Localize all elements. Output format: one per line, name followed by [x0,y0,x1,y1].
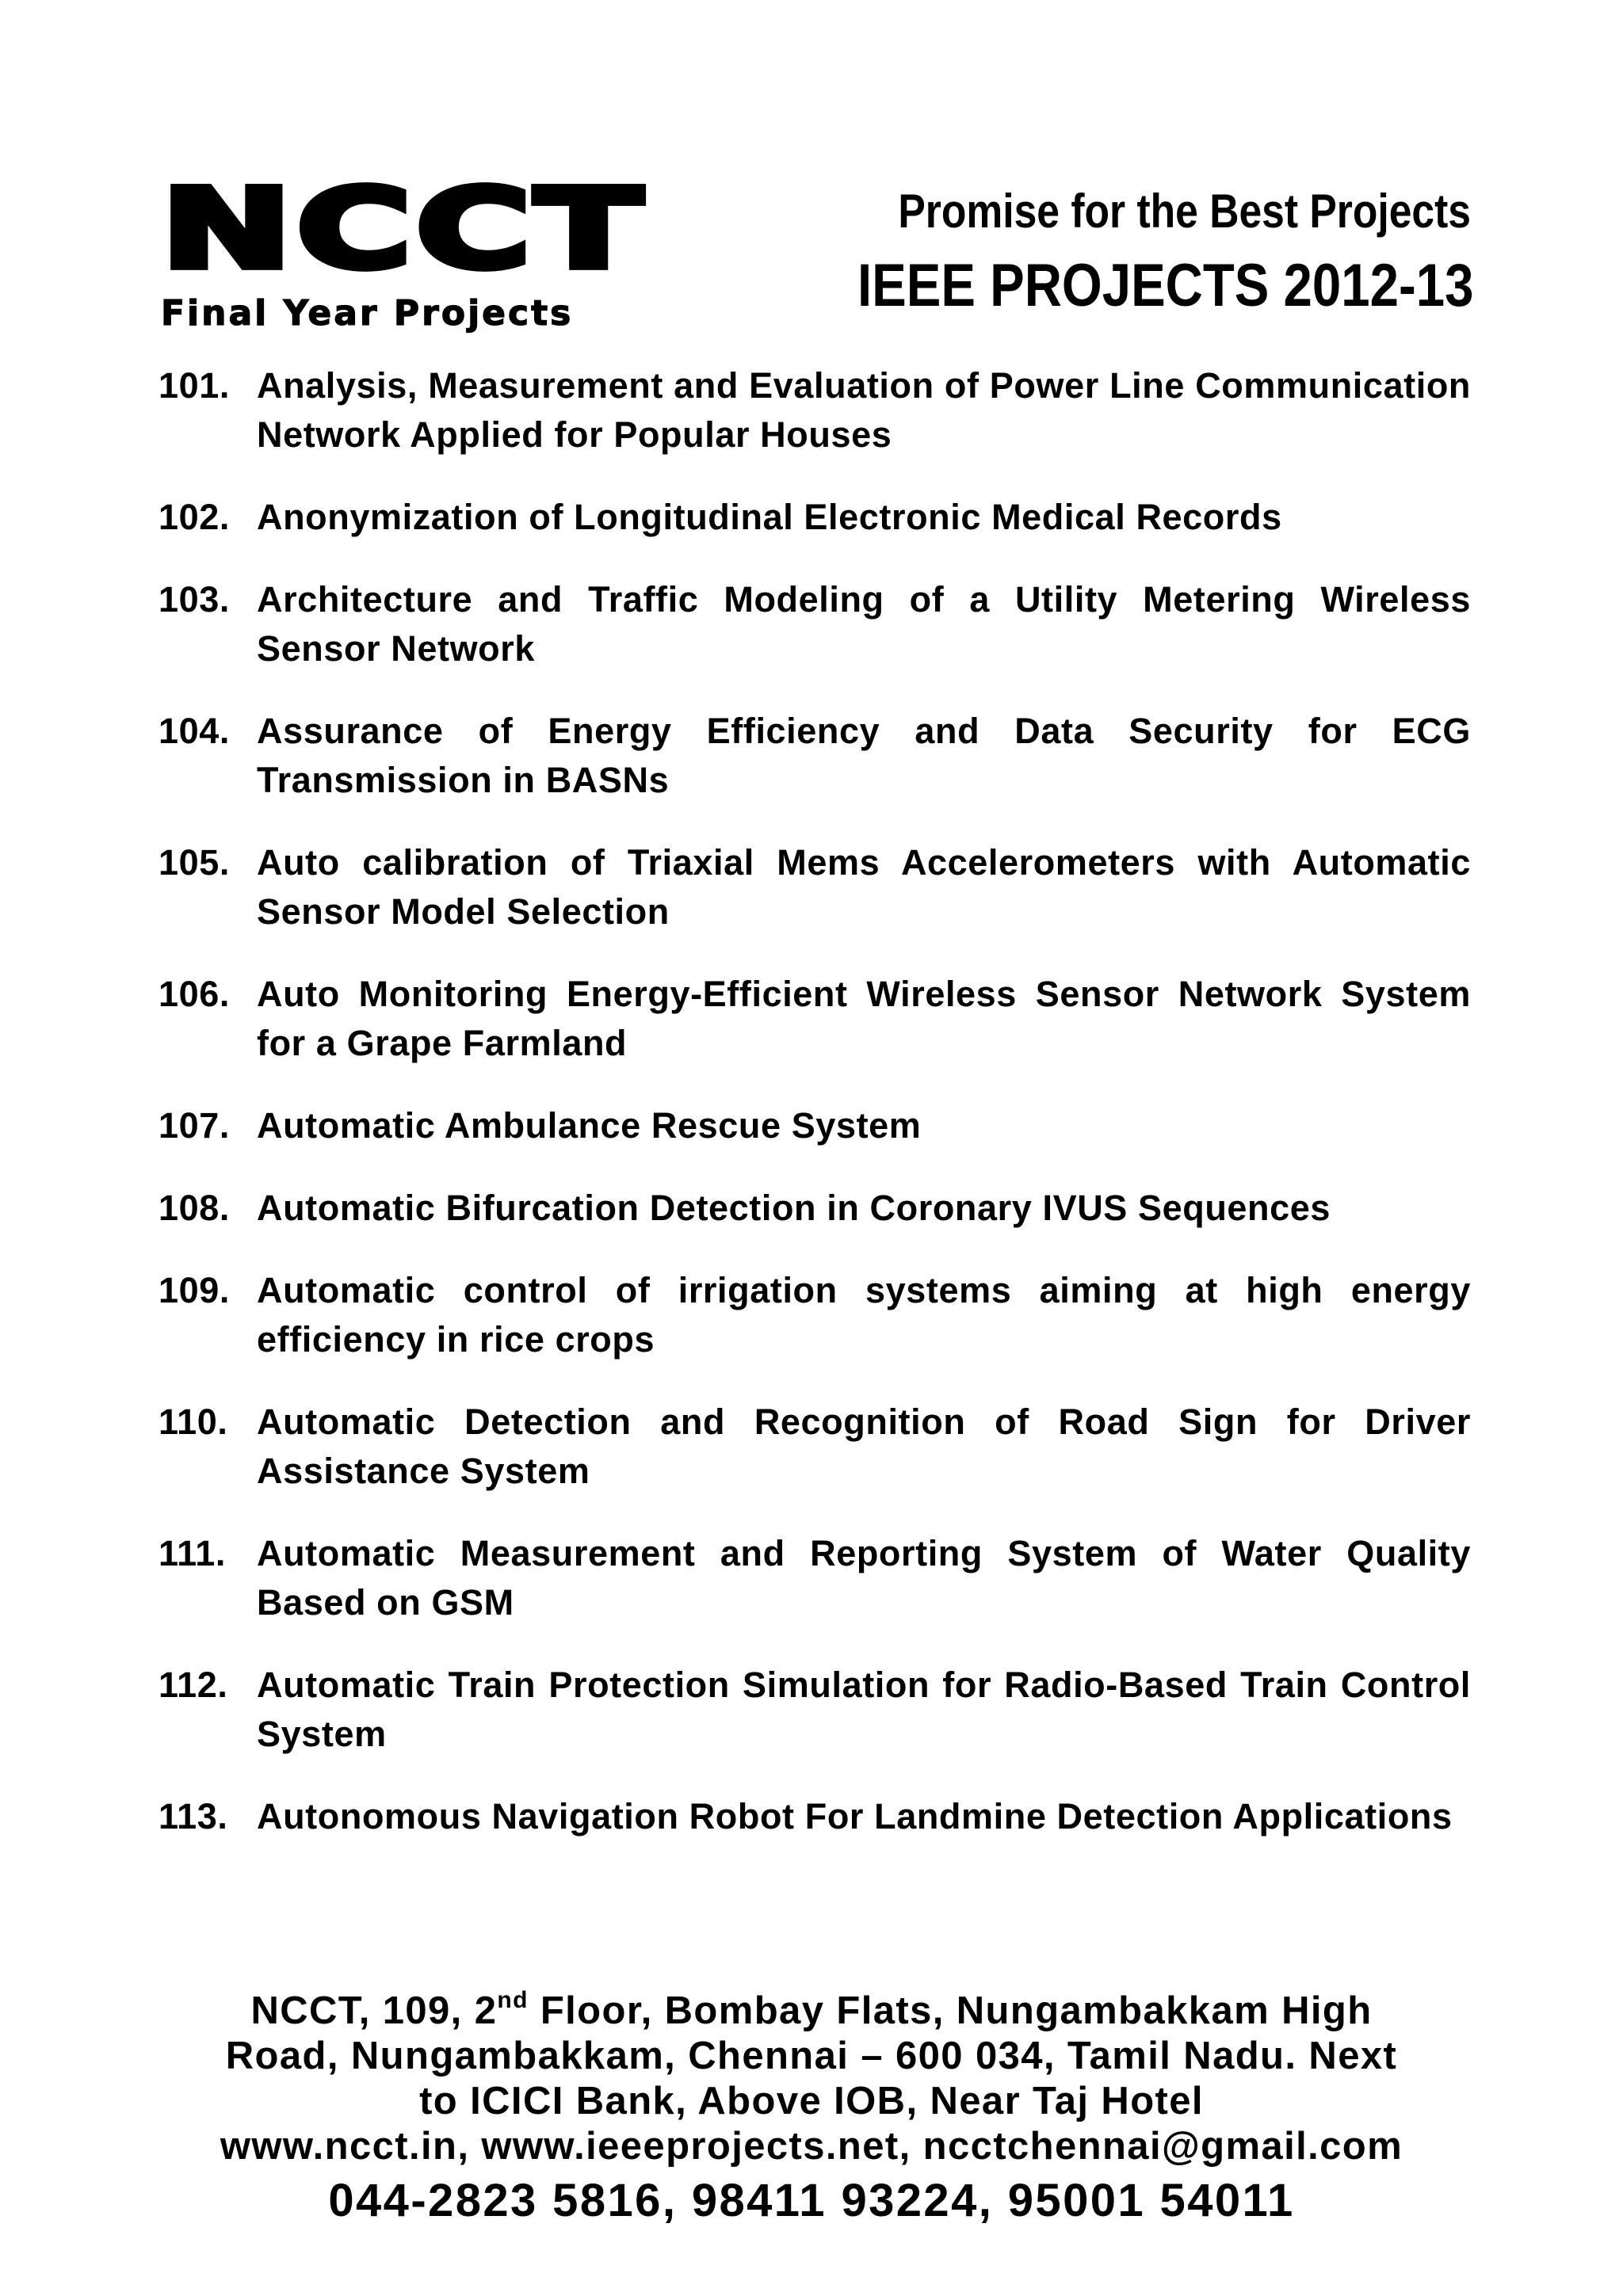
project-title: Automatic Bifurcation Detection in Coronary IVUS Sequences [257,1188,1331,1228]
page-title: IEEE PROJECTS 2012-13 [857,252,1474,319]
tagline: Promise for the Best Projects [898,185,1471,238]
list-item [158,1661,1471,1759]
address-suffix: Floor, Bombay Flats, Nungambakkam High [528,1989,1373,2032]
project-title: Automatic Ambulance Rescue System [257,1105,922,1146]
list-item [158,1101,1471,1150]
project-number: 108. [158,1188,230,1228]
project-title: Autonomous Navigation Robot For Landmine Detection Applications [257,1796,1453,1836]
logo-wordmark: NCCT [161,166,647,293]
project-title: Auto calibration of Triaxial Mems Accelerometers with Automatic Sensor Model Selection [257,842,1471,932]
project-number: 113. [158,1796,228,1836]
list-item [158,1529,1471,1627]
ncct-logo [161,166,716,334]
address-line-1 [111,1989,1512,2034]
project-title: Architecture and Traffic Modeling of a Utility Metering Wireless Sensor Network [257,579,1471,669]
project-title: Automatic Measurement and Reporting System of Water Quality Based on GSM [257,1533,1471,1623]
project-number: 103. [158,579,230,620]
project-number: 109. [158,1270,230,1310]
project-title: Auto Monitoring Energy-Efficient Wireless Sensor Network System for a Grape Farmland [257,974,1471,1063]
address-prefix: NCCT, 109, 2 [250,1989,498,2032]
project-number: 110. [158,1402,228,1442]
contact-footer [111,1989,1512,2228]
list-item [158,493,1471,542]
project-title: Automatic Detection and Recognition of Road Sign for Driver Assistance System [257,1402,1471,1491]
list-item [158,575,1471,673]
web-contacts: www.ncct.in, www.ieeeprojects.net, ncctchennai@gmail.com [220,2125,1403,2168]
project-number: 111. [158,1533,227,1573]
project-number: 107. [158,1105,230,1146]
list-item [158,838,1471,936]
phone-numbers: 044-2823 5816, 98411 93224, 95001 54011 [328,2175,1295,2226]
project-number: 102. [158,497,230,537]
ordinal-suffix: nd [497,1987,529,2013]
logo-subtitle: Final Year Projects [161,293,574,334]
list-item [158,1398,1471,1496]
list-item [158,707,1471,805]
list-item [158,361,1471,460]
address-line-3: to ICICI Bank, Above IOB, Near Taj Hotel [419,2080,1204,2122]
project-list [158,361,1471,1875]
project-number: 105. [158,842,230,883]
project-number: 104. [158,711,230,751]
project-title: Automatic Train Protection Simulation for Radio-Based Train Control System [257,1665,1471,1754]
list-item [158,970,1471,1068]
project-number: 101. [158,365,230,406]
list-item [158,1184,1471,1233]
header-titles [758,184,1474,320]
project-title: Analysis, Measurement and Evaluation of Power Line Communication Network Applied for Popular Houses [257,365,1471,455]
list-item [158,1792,1471,1841]
project-number: 106. [158,974,230,1014]
project-title: Assurance of Energy Efficiency and Data Security for ECG Transmission in BASNs [257,711,1471,800]
project-title: Automatic control of irrigation systems aiming at high energy efficiency in rice crops [257,1270,1471,1360]
list-item [158,1266,1471,1364]
address-line-2: Road, Nungambakkam, Chennai – 600 034, Tamil Nadu. Next [225,2035,1398,2077]
project-title: Anonymization of Longitudinal Electronic Medical Records [257,497,1282,537]
project-number: 112. [158,1665,228,1705]
